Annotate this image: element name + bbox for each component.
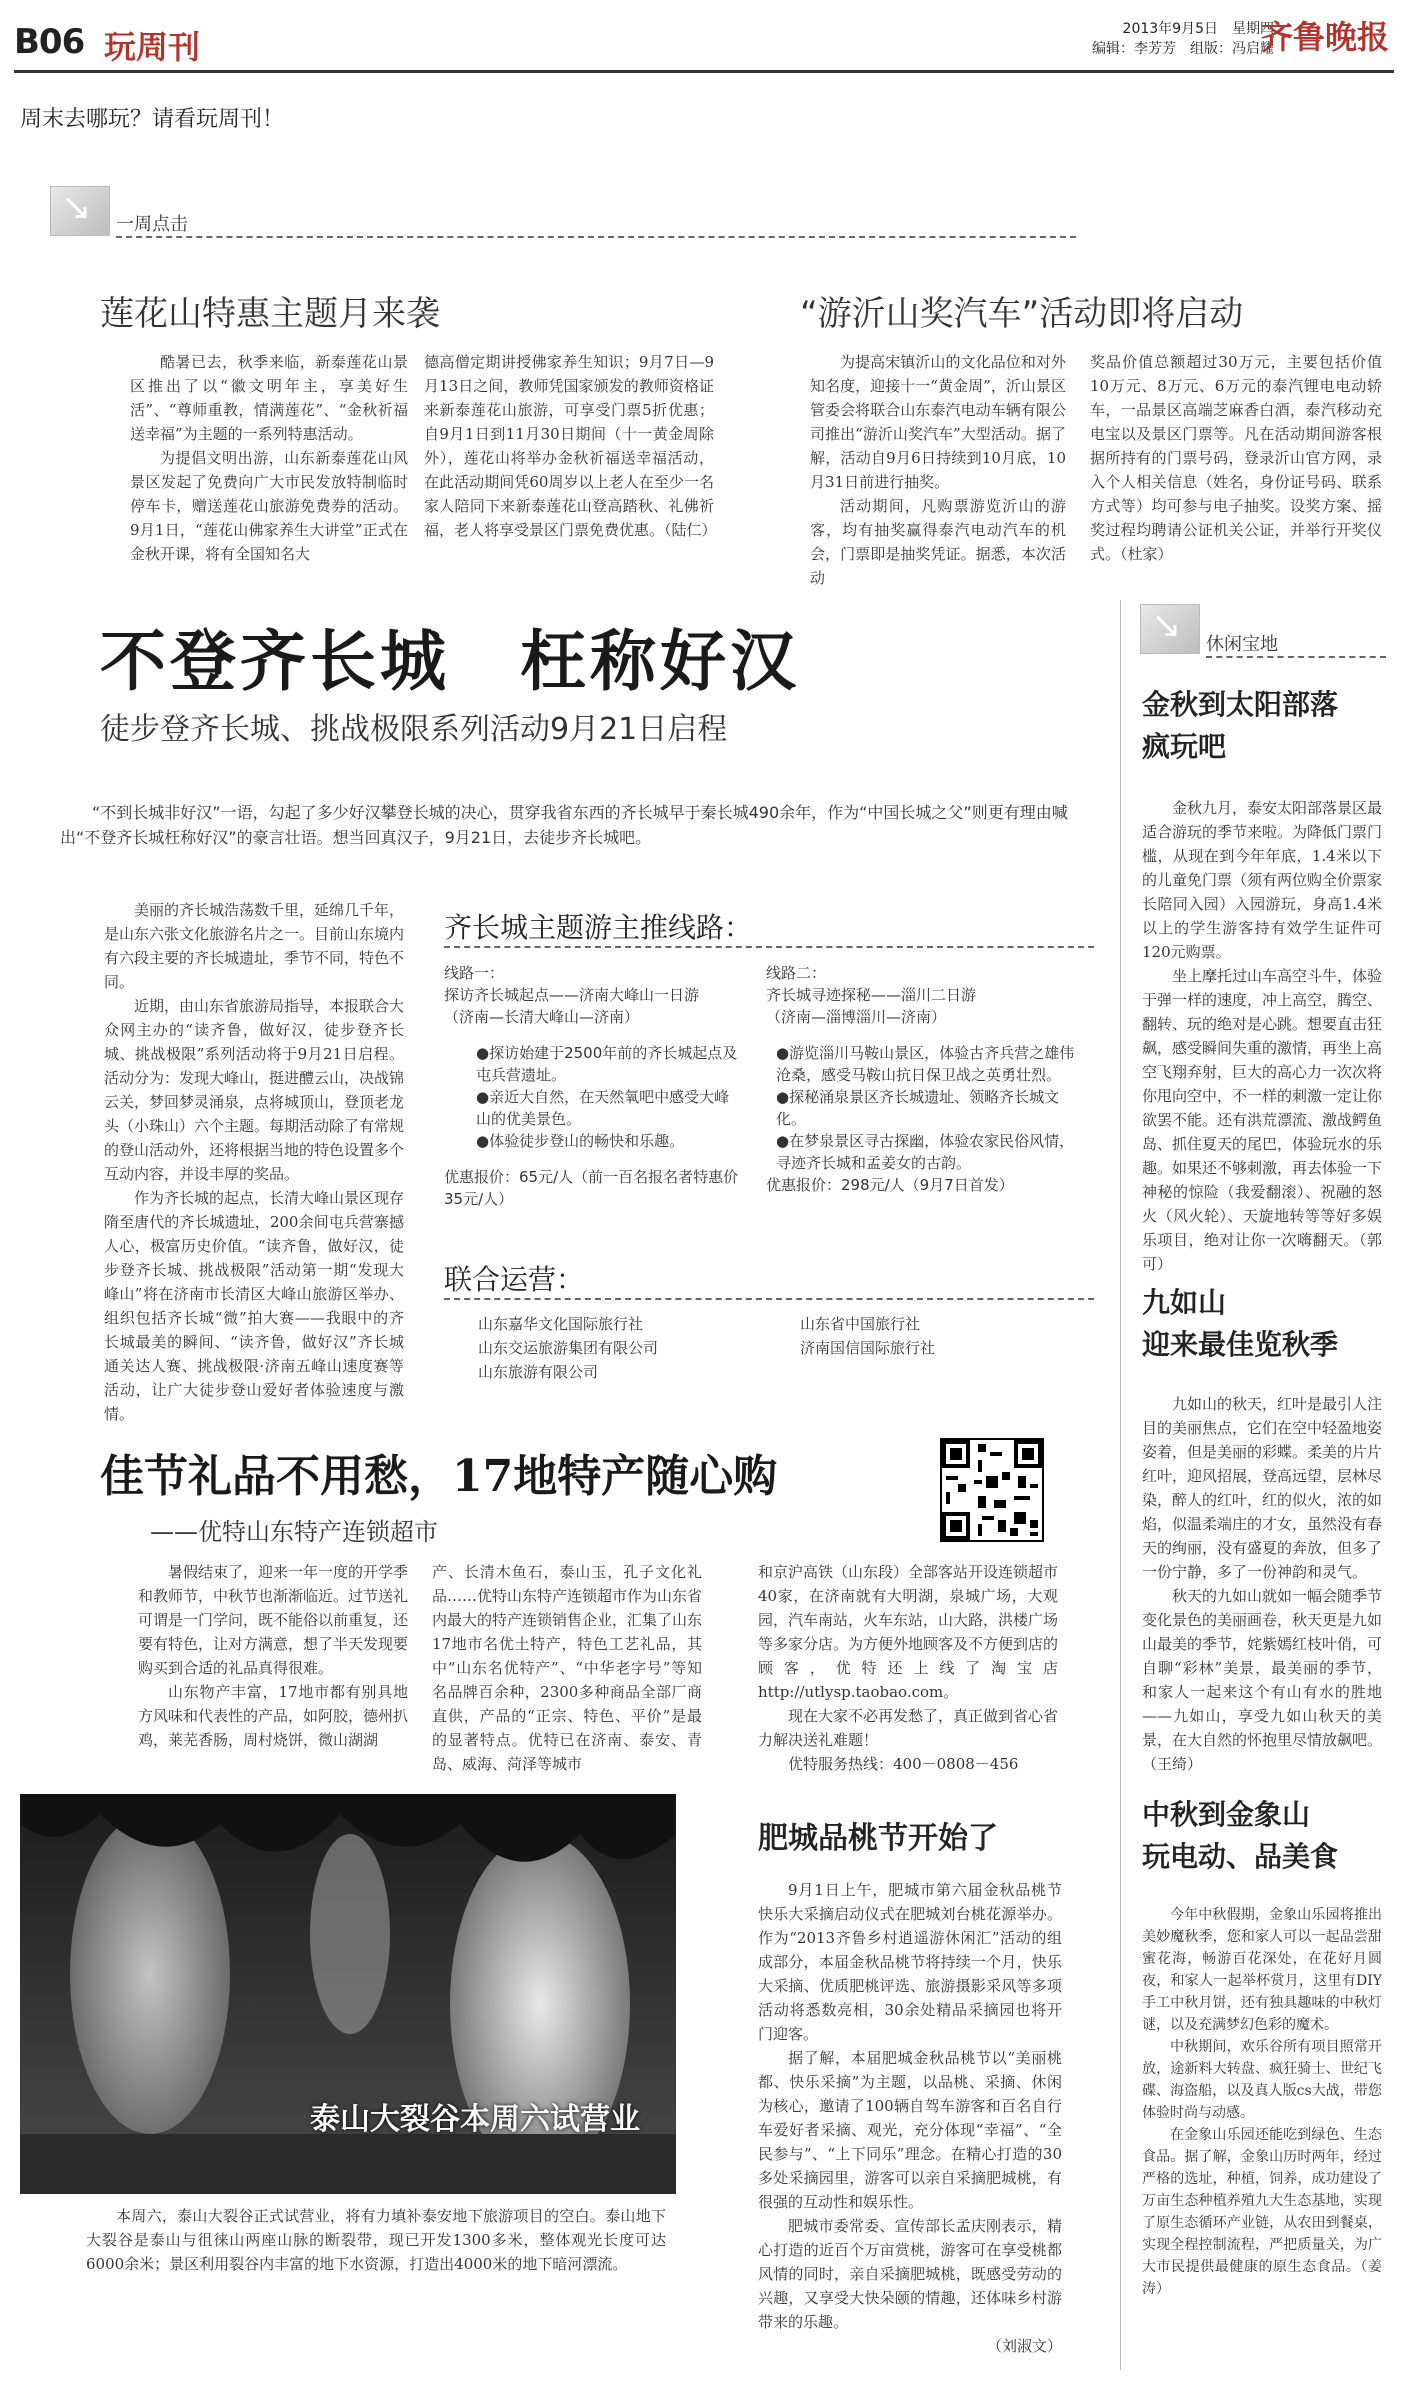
sidebar-para: 在金象山乐园还能吃到绿色、生态食品。据了解，金象山历时两年，经过严格的选址，种植，饲养，成功建设了万亩生态种植养殖九大生态基地，实现了原生态循环产业链，从农田到餐桌，实现全程控制流程，严把质量关，为广大市民提供最健康的原生态食品。（姜涛） [1142,2127,1382,2297]
photo-text [86,2204,666,2276]
greatwall-para: 作为齐长城的起点，长清大峰山景区现存隋至唐代的齐长城遗址，200余间屯兵营寨撼人心，极富历史价值。“读齐鲁，做好汉，徒步登齐长城、挑战极限”活动第一期“发现大峰山”将在济南市长清区大峰山旅游区举办、组织包括齐长城“微”拍大赛——我眼中的齐长城最美的瞬间、“读齐鲁，做好汉”齐长城通关达人赛、挑战极限·济南五峰山速度赛等活动，让广大徒步登山爱好者体验速度与激情。 [104,1189,405,1423]
greatwall-body [104,898,404,1426]
operators-list-2 [800,1312,1080,1360]
yinan-column-1 [810,350,1066,590]
sidebar-s3-title-line: 玩电动、品美食 [1142,1840,1339,1873]
sidebar-s3-body [1142,1904,1382,2300]
gift-subtitle: ——优特山东特产连锁超市 [150,1518,438,1546]
sidebar-s2-title [1142,1282,1338,1366]
yinan-para: 为提高宋镇沂山的文化品位和对外知名度，迎接十一“黄金周”，沂山景区管委会将联合山东泰汽电动车辆有限公司推出“游沂山奖汽车”大型活动。据了解，活动自9月6日持续到10月底，10月31日前进行抽奖。 [810,353,1066,491]
sidebar-s2-title-line: 迎来最佳览秋季 [1142,1328,1339,1361]
sidebar-s1-title-line: 金秋到太阳部落 [1142,688,1339,721]
gift-para: 和京沪高铁（山东段）全部客站开设连锁超市40家，在济南就有大明湖，泉城广场，大观园，汽车南站，火车东站，山大路，洪楼广场等多家分店。为方便外地顾客及不方便到店的顾客，优特还上线了淘宝店http://utlysp.taobao.com。 [758,1563,1059,1701]
route-item: ●在梦泉景区寻古探幽，体验农家民俗风情，寻迹齐长城和孟姜女的古韵。 [776,1132,1075,1172]
photo-para: 本周六，泰山大裂谷正式试营业，将有力填补泰安地下旅游项目的空白。泰山地下大裂谷是泰山与徂徕山两座山脉的断裂带，现已开发1300多米，整体观光长度可达6000余米；景区利用裂谷内丰富的地下水资源，打造出4000米的地下暗河漂流。 [86,2207,666,2273]
sidebar-divider [1206,656,1386,658]
greatwall-headline: 不登齐长城 枉称好汉 [100,622,800,700]
peach-para: 9月1日上午，肥城市第六届金秋品桃节快乐大采摘启动仪式在肥城刘台桃花源举办。作为“2013齐鲁乡村逍遥游休闲汇”活动的组成部分，本届金秋品桃节将持续一个月，快乐大采摘、优质肥桃评选、旅游摄影采风等多项活动将悉数亮相，30余处精品采摘园也将开门迎客。 [758,1881,1062,2043]
photo-caption: 泰山大裂谷本周六试营业 [310,2102,640,2137]
newspaper-brand: 齐鲁晚报 [1260,18,1389,56]
operator-item: 山东旅游有限公司 [478,1363,599,1381]
operator-item: 山东省中国旅行社 [800,1315,921,1333]
section-divider [116,236,1076,238]
sidebar-s1-title-line: 疯玩吧 [1142,730,1227,763]
route-path: （济南—淄博淄川—济南） [766,1008,947,1026]
operator-item: 济南国信国际旅行社 [800,1339,936,1357]
gift-column-1 [138,1560,408,1752]
section-name: 玩周刊 [104,28,201,66]
lotus-para: 为提倡文明出游，山东新泰莲花山风景区发起了免费向广大市民发放特制临时停车卡，赠送莲花山旅游免费券的活动。9月1日，“莲花山佛家养生大讲堂”正式在金秋开课，将有全国知名大 [130,449,408,563]
route-item: ●探访始建于2500年前的齐长城起点及屯兵营遗址。 [476,1044,738,1084]
yinan-para: 活动期间，凡购票游览沂山的游客，均有抽奖赢得泰汽电动汽车的机会，门票即是抽奖凭证。据悉，本次活动 [810,497,1066,587]
sidebar-para: 九如山的秋天，红叶是最引人注目的美丽焦点，它们在空中轻盈地姿姿着，但是美丽的彩蝶。柔美的片片红叶，迎风招展，登高远望，层林尽染，醉人的红叶，红的似火，浓的如焰，似温柔端庄的才女，虽然没有春天的绚丽，没有盛夏的奔放，但多了一份宁静，多了一份神韵和灵气。 [1142,1395,1383,1581]
sidebar-s2-body [1142,1392,1382,1776]
route-price: 优惠报价：298元/人（9月7日首发） [766,1176,1014,1194]
lotus-column-2 [424,350,717,542]
sidebar-s1-title [1142,684,1338,768]
greatwall-para: 美丽的齐长城浩荡数千里，延绵几千年，是山东六张文化旅游名片之一。目前山东境内有六段主要的齐长城遗址，季节不同，特色不同。 [104,901,405,991]
sidebar-para: 秋天的九如山就如一幅会随季节变化景色的美丽画卷，秋天更是九如山最美的季节，姹紫嫣红枝叶俏，可自聊“彩林”美景，最美丽的季节，和家人一起来这个有山有水的胜地——九如山，享受九如山秋天的美景，在大自然的怀抱里尽情放飙吧。（王绮） [1142,1587,1383,1773]
gift-headline: 佳节礼品不用愁，17地特产随心购 [100,1451,778,1502]
sidebar-s2-title-line: 九如山 [1142,1286,1227,1319]
peach-headline: 肥城品桃节开始了 [758,1821,998,1856]
arrow-icon [50,186,110,236]
route-price: 优惠报价：65元/人（前一百名报名者特惠价 35元/人） [444,1168,754,1208]
lotus-para: 德高僧定期讲授佛家养生知识；9月7日—9月13日之间，教师凭国家颁发的教师资格证来新泰莲花山旅游，可享受门票5折优惠；自9月1日到11月30日期间（十一黄金周除外），莲花山将举办金秋祈福送幸福活动，在此活动期间凭60周岁以上老人在至少一名家人陪同下来新泰莲花山登高踏秋、礼佛祈福，老人将享受景区门票免费优惠。（陆仁） [424,353,717,539]
sidebar-s3-title-line: 中秋到金象山 [1142,1798,1311,1831]
tagline: 周末去哪玩？请看玩周刊！ [20,107,285,132]
lotus-headline: 莲花山特惠主题月来袭 [100,294,440,334]
route-1 [444,962,754,1210]
sidebar-para: 中秋期间，欢乐谷所有项目照常开放，途新料大转盘、疯狂骑士、世纪飞碟、海盗船，以及真人版cs大战，带您体验时尚与动感。 [1142,2039,1382,2121]
route-title: 探访齐长城起点——济南大峰山一日游 [444,986,700,1004]
peach-para: 据了解，本届肥城金秋品桃节以“美丽桃都、快乐采摘”为主题，以品桃、采摘、休闲为核心，邀请了100辆自驾车游客和百名自行车爱好者采摘、观光，充分体现“幸福”、“全民参与”、“上下同乐”理念。在精心打造的30多处采摘园里，游客可以亲自采摘肥城桃，有很强的互动性和娱乐性。 [758,2049,1062,2211]
route-number: 线路二： [766,964,827,982]
weekly-label: 一周点击 [116,214,188,235]
gift-column-2 [432,1560,702,1776]
gift-para: 产、长清木鱼石，泰山玉，孔子文化礼品……优特山东特产连锁超市作为山东省内最大的特产连锁销售企业，汇集了山东17地市名优土特产，特色工艺礼品，其中“山东名优特产”、“中华老字号”等知名品牌百余种，2300多种商品全部厂商直供，产品的“正宗、特色、平价”是最的显著特点。优特已在济南、泰安、青岛、威海、菏泽等城市 [432,1563,703,1773]
operators-list-1 [478,1312,778,1384]
gift-hotline: 优特服务热线：400－0808－456 [788,1755,1019,1773]
routes-divider [444,946,1094,948]
gift-para: 暑假结束了，迎来一年一度的开学季和教师节，中秋节也渐渐临近。过节送礼可谓是一门学问，既不能俗以前重复，还要有特色，让对方满意，想了半天发现要购买到合适的礼品真得很难。 [138,1563,409,1677]
operator-item: 山东交运旅游集团有限公司 [478,1339,659,1357]
greatwall-para: 近期，由山东省旅游局指导，本报联合大众网主办的“读齐鲁，做好汉，徒步登齐长城、挑战极限”系列活动将于9月21日启程。活动分为：发现大峰山，挺进醴云山，决战锦云关，梦回梦灵涌泉，点将城顶山，登顶老龙头（小珠山）六个主题。每期活动除了有常规的登山活动外，还将根据当地的特色设置多个互动内容，并设丰厚的奖品。 [104,997,405,1183]
arrow-icon [1140,604,1200,654]
header-rule [14,70,1394,73]
yinan-column-2 [1090,350,1382,566]
column-divider [1120,600,1121,2370]
route-item: ●体验徒步登山的畅快和乐趣。 [476,1132,685,1150]
gift-para: 现在大家不必再发愁了，真正做到省心省力解决送礼难题！ [758,1707,1059,1749]
greatwall-subtitle: 徒步登齐长城、挑战极限系列活动9月21日启程 [100,712,728,747]
sidebar-label: 休闲宝地 [1206,634,1278,655]
sidebar-para: 今年中秋假期，金象山乐园将推出美妙魔秋季，您和家人可以一起品尝甜蜜花海，畅游百花深处，在花好月圆夜，和家人一起举杯赏月，这里有DIY手工中秋月饼，还有独具趣味的中秋灯谜，以及充满梦幻色彩的魔术。 [1142,1907,1382,2033]
editor-credits: 编辑：李芳芳 组版：冯启耀 [1092,41,1274,57]
operator-item: 山东嘉华文化国际旅行社 [478,1315,644,1333]
route-item: ●游览淄川马鞍山景区，体验古齐兵营之雄伟沧桑，感受马鞍山抗日保卫战之英勇壮烈。 [776,1044,1075,1084]
peach-para: 肥城市委常委、宣传部长孟庆刚表示，精心打造的近百个万亩赏桃，游客可在享受桃都风情的同时，亲自采摘肥城桃，既感受劳动的兴趣，又享受大快朵颐的情趣，还体味乡村游带来的乐趣。 [758,2217,1062,2331]
issue-date: 2013年9月5日 星期四 [1122,21,1274,37]
route-item: ●探秘涌泉景区齐长城遗址、领略齐长城文化。 [776,1088,1060,1128]
routes-heading: 齐长城主题游主推线路： [444,911,753,944]
operators-heading: 联合运营： [444,1263,585,1296]
sidebar-s3-title [1142,1794,1338,1878]
yinan-para: 奖品价值总额超过30万元，主要包括价值10万元、8万元、6万元的泰汽锂电电动轿车，一品景区高端芝麻香白酒，泰汽移动充电宝以及景区门票等。凡在活动期间游客根据所持有的门票号码，登录沂山官方网，录入个人相关信息（姓名，身份证号码、联系方式等）均可参与电子抽奖。设奖方案、摇奖过程均聘请公证机关公证，并举行开奖仪式。（杜家） [1090,353,1382,563]
route-path: （济南—长清大峰山—济南） [444,1008,640,1026]
peach-body [758,1878,1062,2358]
sidebar-para: 坐上摩托过山车高空斗牛，体验于弹一样的速度，冲上高空，腾空、翻转、玩的绝对是心跳。想要直击狂飙，感受瞬间失重的激情，再坐上高空飞翔弃射，巨大的高心力一次次将你甩向空中，不一样的刺激一定让你欲罢不能。还有洪荒漂流、激战鳄鱼岛、抓住夏天的尾巴，体验玩水的乐趣。如果还不够刺激，再去体验一下神秘的惊险（我爱翻滚）、祝融的怒火（风火轮）、天旋地转等等好多娱乐项目，绝对让你一次嗨翻天。（郭可） [1142,967,1383,1273]
route-item: ●亲近大自然，在天然氧吧中感受大峰山的优美景色。 [476,1088,730,1128]
lotus-column-1 [130,350,408,566]
cave-photo [20,1794,676,2194]
sidebar-para: 金秋九月，泰安太阳部落景区最适合游玩的季节来啦。为降低门票门槛，从现在到今年年底，1.4米以下的儿童免门票（须有两位购全价票家长陪同入园）入园游玩，身高1.4米以上的学生游客持有效学生证件可120元购票。 [1142,799,1383,961]
route-number: 线路一： [444,964,505,982]
qr-code-icon [940,1438,1044,1542]
gift-column-3 [758,1560,1058,1776]
route-title: 齐长城寻迹探秘——淄川二日游 [766,986,977,1004]
yinan-headline: “游沂山奖汽车”活动即将启动 [800,294,1244,334]
gift-para: 山东物产丰富，17地市都有别具地方风味和代表性的产品，如阿胶，德州扒鸡，莱芜香肠，周村烧饼，微山湖湖 [138,1683,409,1749]
sidebar-s1-body [1142,796,1382,1276]
operators-divider [444,1298,1094,1300]
route-2 [766,962,1086,1196]
page-code: B06 [14,22,85,62]
lotus-para: 酷暑已去，秋季来临，新泰莲花山景区推出了以“徽文明年主，享美好生活”、“尊师重教，情满莲花”、“金秋祈福送幸福”为主题的一系列特惠活动。 [130,353,408,443]
greatwall-intro: “不到长城非好汉”一语，勾起了多少好汉攀登长城的决心，贯穿我省东西的齐长城早于秦长城490余年，作为“中国长城之父”则更有理由喊出“不登齐长城枉称好汉”的豪言壮语。想当回真汉子，9月21日，去徒步齐长城吧。 [60,803,1068,847]
peach-author: （刘淑文） [986,2337,1062,2355]
